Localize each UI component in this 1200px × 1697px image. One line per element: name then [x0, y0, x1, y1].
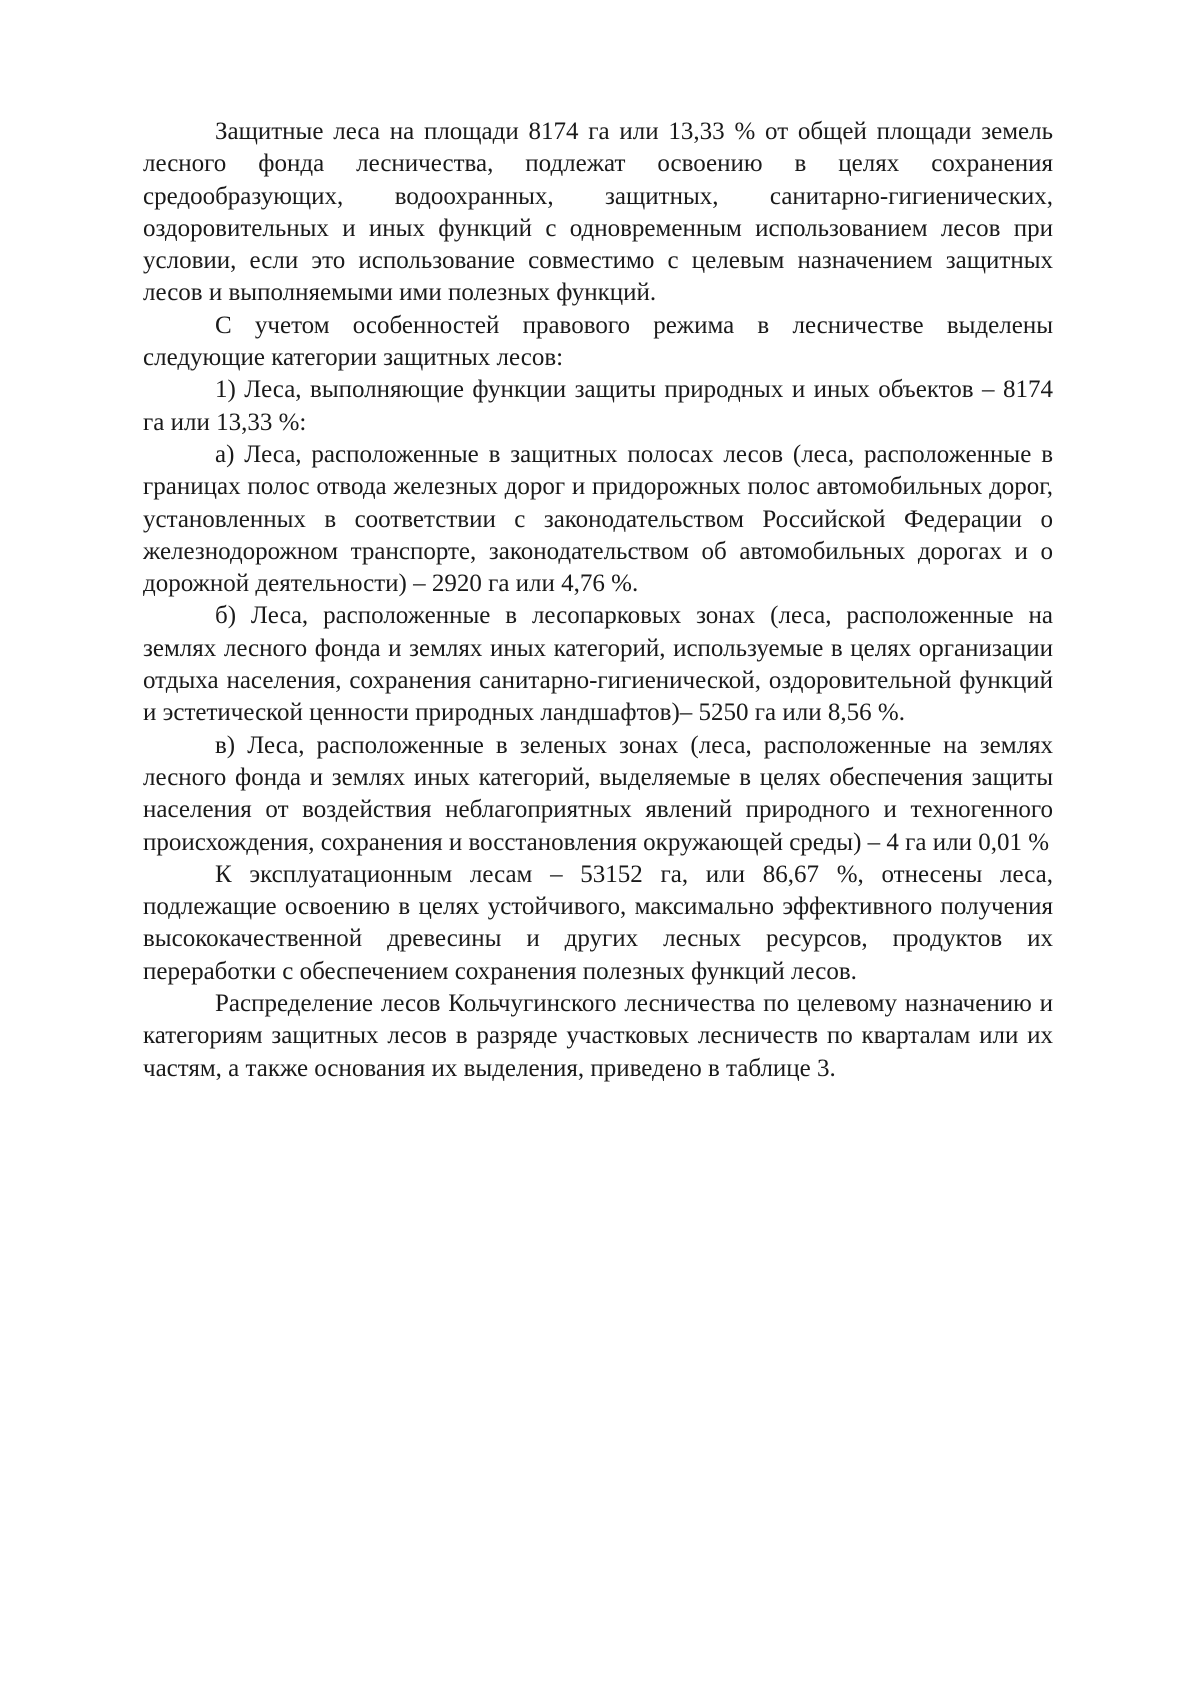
paragraph-category-1c: в) Леса, расположенные в зеленых зонах (леса, расположенные на землях лесного фонда и землях иных категорий, выделяемые в целях обеспечения защиты населения от воздействия неблагоприятных явлений природного и техногенного происхождения, сохранения и восстановления окружающей среды) – 4 га или 0,01 %: [143, 731, 1053, 856]
paragraph-category-1a: а) Леса, расположенные в защитных полосах лесов (леса, расположенные в границах полос отвода железных дорог и придорожных полос автомобильных дорог, установленных в соответствии с законодательством Российской Федерации о железнодорожном транспорте, законодательством об автомобильных дорогах и о дорожной деятельности) – 2920 га или 4,76 %.: [143, 440, 1053, 598]
body-text: [143, 116, 1053, 1085]
paragraph-category-1b: б) Леса, расположенные в лесопарковых зонах (леса, расположенные на землях лесного фонда и землях иных категорий, используемые в целях организации отдыха населения, сохранения санитарно-гигиенической, оздоровительной функций и эстетической ценности природных ландшафтов)– 5250 га или 8,56 %.: [143, 602, 1053, 727]
paragraph-category-1: 1) Леса, выполняющие функции защиты природных и иных объектов – 8174 га или 13,33 %:: [143, 376, 1053, 436]
paragraph-categories-intro: С учетом особенностей правового режима в лесничестве выделены следующие категории защитных лесов:: [143, 311, 1053, 372]
paragraph-exploitation-forests: К эксплуатационным лесам – 53152 га, или 86,67 %, отнесены леса, подлежащие освоению в целях устойчивого, максимально эффективного получения высококачественной древесины и других лесных ресурсов, продуктов их переработки с обеспечением сохранения полезных функций лесов.: [143, 860, 1053, 985]
paragraph-protective-forests: Защитные леса на площади 8174 га или 13,33 % от общей площади земель лесного фонда лесничества, подлежат освоению в целях сохранения средообразующих, водоохранных, защитных, санитарно-гигиенических, оздоровительных и иных функций с одновременным использованием лесов при условии, если это использование совместимо с целевым назначением защитных лесов и выполняемыми ими полезных функций.: [143, 118, 1053, 307]
paragraph-table-reference: Распределение лесов Кольчугинского лесничества по целевому назначению и категориям защитных лесов в разряде участковых лесничеств по кварталам или их частям, а также основания их выделения, приведено в таблице 3.: [143, 990, 1053, 1082]
